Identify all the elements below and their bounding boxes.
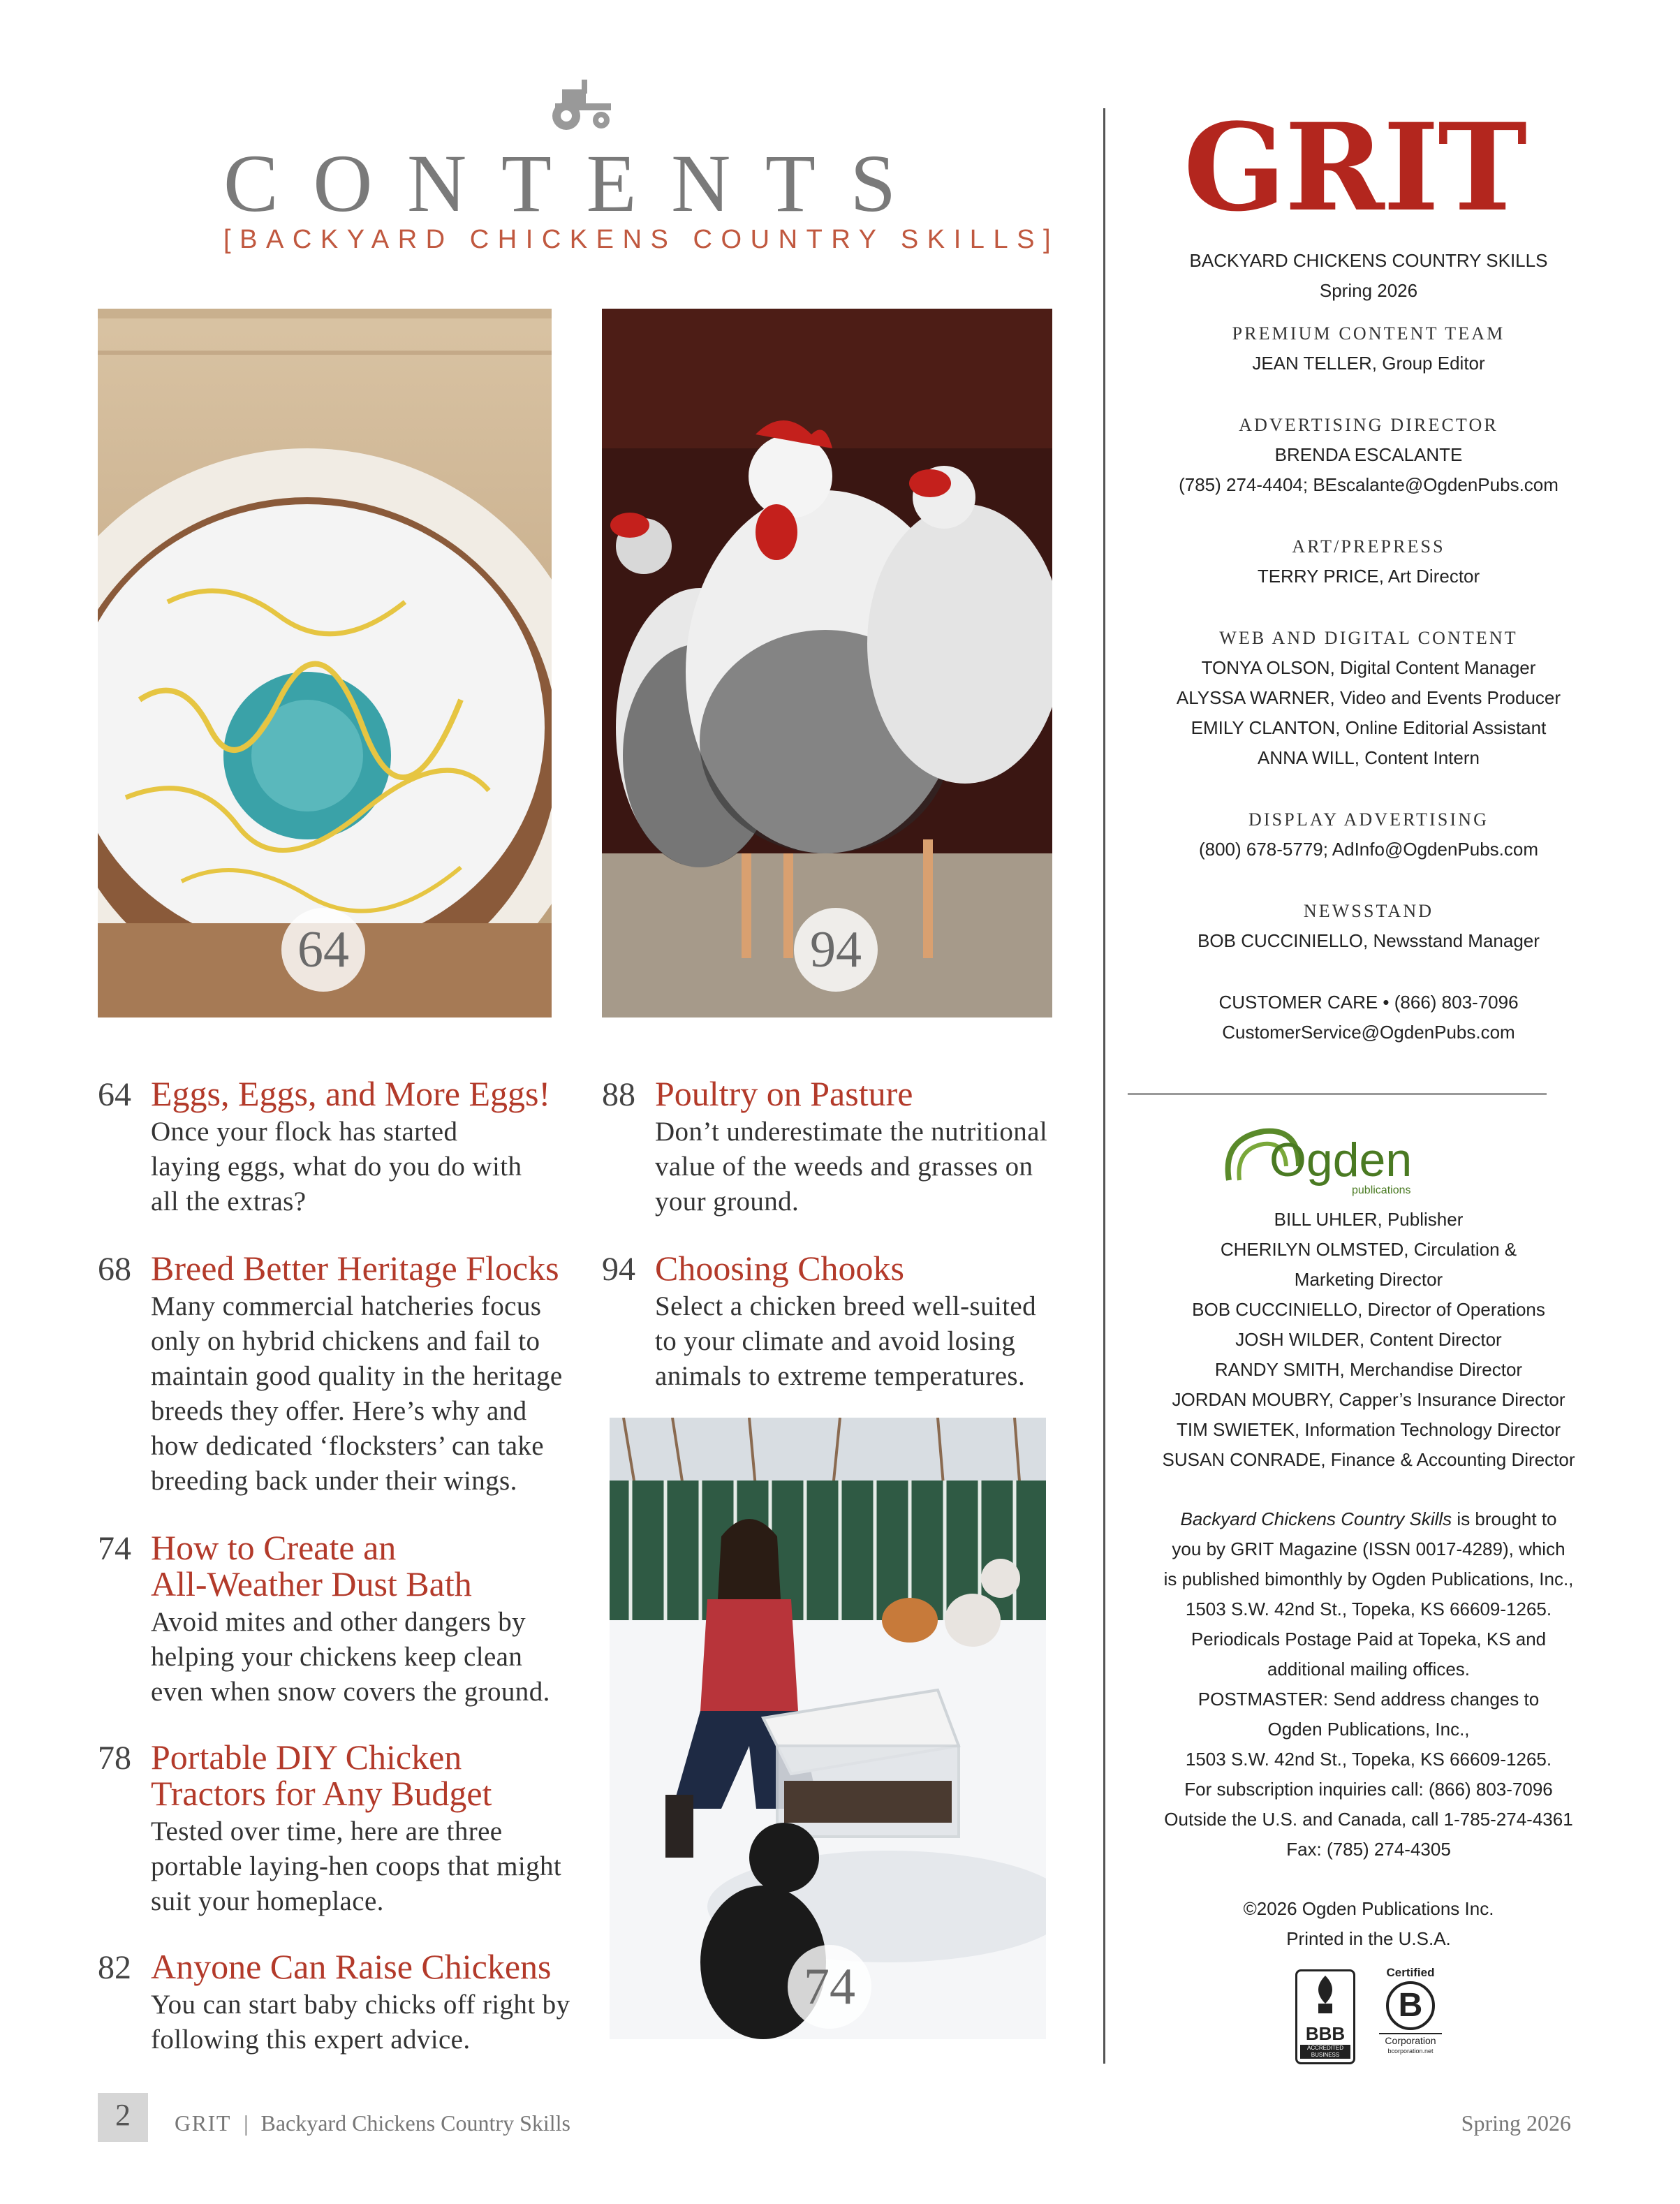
toc-title: Poultry on Pasture bbox=[655, 1074, 913, 1113]
page-subtitle: [BACKYARD CHICKENS COUNTRY SKILLS] bbox=[223, 225, 1060, 254]
bbb-torch-icon bbox=[1297, 1971, 1353, 2020]
printed-in: Printed in the U.S.A. bbox=[1286, 1928, 1451, 1949]
photo-page-badge: 74 bbox=[788, 1945, 871, 2029]
toc-description: You can start baby chicks off right by following this expert advice. bbox=[151, 1990, 570, 2055]
toc-description: Don’t underestimate the nutritional value of the weeds and grasses on your ground. bbox=[655, 1117, 1048, 1217]
photo-roosters bbox=[602, 309, 1052, 1017]
section-divider bbox=[1128, 1093, 1547, 1095]
toc-page-number: 64 bbox=[98, 1076, 131, 1113]
photo-page-badge: 64 bbox=[281, 908, 365, 992]
footer-date: Spring 2026 bbox=[1461, 2110, 1571, 2136]
customer-care: CUSTOMER CARE • (866) 803-7096 bbox=[1218, 992, 1519, 1013]
photo-cake bbox=[98, 309, 552, 1017]
tractor-icon bbox=[548, 77, 618, 133]
grit-logo: GRIT bbox=[1183, 96, 1526, 238]
photo-page-badge: 94 bbox=[794, 908, 878, 992]
toc-page-number: 68 bbox=[98, 1251, 131, 1288]
bcorp-badge: Certified B Corporation bcorporation.net bbox=[1379, 1966, 1442, 2064]
toc-title: Anyone Can Raise Chickens bbox=[151, 1947, 552, 1986]
bcorp-b-icon: B bbox=[1398, 1987, 1423, 2024]
ogden-staff: BILL UHLER, Publisher CHERILYN OLMSTED, Circulation & Marketing Director BOB CUCCINIELLO, Director of Operations JOSH WILDER, Content Director RANDY SMITH, Merchandise Director JORDAN MOUBRY, Capper’s Insurance Director TIM SWIETEK, Information Technology Director SUSAN CONRADE, Finance & Accounting Director Backyard Chickens Country Skills is brought to you by GRIT Magazine (ISSN 0017-4289), which is published bimonthly by Ogden Publications, Inc., 1503 S.W. 42nd St., Topeka, KS 66609-1265. Periodicals Postage Paid at Topeka, KS and additional mailing offices. POSTMASTER: Send address changes to Ogden Publications, Inc., 1503 S.W. 42nd St., Topeka, KS 66609-1265. For subscription inquiries call: (866) 803-7096 Outside the U.S. and Canada, call 1-785-274-4361 Fax: (785) 274-4305 ©2026 Ogden Publications Inc. Printed in the U.S.A. bbox=[1117, 1205, 1620, 1954]
copyright: ©2026 Ogden Publications Inc. bbox=[1243, 1898, 1494, 1919]
bbb-badge: BBB ACCREDITED BUSINESS bbox=[1295, 1969, 1355, 2064]
section-heading: NEWSSTAND bbox=[1303, 901, 1434, 921]
pub-info: Backyard Chickens Country Skills is brought to you by GRIT Magazine (ISSN 0017-4289), which is published bimonthly by Ogden Publications, Inc., 1503 S.W. 42nd St., Topeka, KS 66609-1265. Periodicals Postage Paid at Topeka, KS and additional mailing offices. POSTMASTER: Send address changes to Ogden Publications, Inc., 1503 S.W. 42nd St., Topeka, KS 66609-1265. For subscription inquiries call: (866) 803-7096 Outside the U.S. and Canada, call 1-785-274-4361 Fax: (785) 274-4305 bbox=[1163, 1508, 1574, 1860]
toc-page-number: 74 bbox=[98, 1530, 131, 1567]
toc-page-number: 78 bbox=[98, 1740, 131, 1777]
toc-title: How to Create an All-Weather Dust Bath bbox=[151, 1528, 472, 1603]
section-heading: ADVERTISING DIRECTOR bbox=[1239, 415, 1498, 435]
section-heading: DISPLAY ADVERTISING bbox=[1248, 809, 1489, 830]
page-title: CONTENTS bbox=[223, 138, 931, 229]
section-heading: WEB AND DIGITAL CONTENT bbox=[1219, 628, 1518, 648]
toc-description: Avoid mites and other dangers by helping your chickens keep clean even when snow covers the ground. bbox=[151, 1607, 550, 1707]
toc-title: Choosing Chooks bbox=[655, 1249, 905, 1288]
footer-page-number: 2 bbox=[115, 2098, 131, 2132]
toc-page-number: 94 bbox=[602, 1251, 635, 1288]
toc-title: Breed Better Heritage Flocks bbox=[151, 1249, 559, 1288]
toc-description: Many commercial hatcheries focus only on hybrid chickens and fail to maintain good quality in the heritage breeds they offer. Here’s why and how dedicated ‘flocksters’ can take breeding back under their wings. bbox=[151, 1291, 563, 1496]
footer-issue: GRIT | Backyard Chickens Country Skills bbox=[175, 2110, 570, 2136]
toc-title: Eggs, Eggs, and More Eggs! bbox=[151, 1074, 551, 1113]
ogden-logo: Ogden publications bbox=[1215, 1124, 1424, 1201]
section-heading: ART/PREPRESS bbox=[1292, 536, 1445, 557]
toc-page-number: 82 bbox=[98, 1949, 131, 1986]
masthead: BACKYARD CHICKENS COUNTRY SKILLS Spring 2026 PREMIUM CONTENT TEAM JEAN TELLER, Group Editor ADVERTISING DIRECTOR BRENDA ESCALANTE (785) 274-4404; BEscalante@OgdenPubs.com ART/PREPRESS TERRY PRICE, Art Director WEB AND DIGITAL CONTENT TONYA OLSON, Digital Content Manager ALYSSA WARNER, Video and Events Producer EMILY CLANTON, Online Editorial Assistant ANNA WILL, Content Intern DISPLAY ADVERTISING (800) 678-5779; AdInfo@OgdenPubs.com NEWSSTAND BOB CUCCINIELLO, Newsstand Manager CUSTOMER CARE • (866) 803-7096 CustomerService@OgdenPubs.com bbox=[1117, 246, 1620, 1048]
toc-description: Tested over time, here are three portable laying-hen coops that might suit your homeplace. bbox=[151, 1816, 562, 1916]
section-heading: PREMIUM CONTENT TEAM bbox=[1232, 323, 1505, 344]
toc-page-number: 88 bbox=[602, 1076, 635, 1113]
pub-date: Spring 2026 bbox=[1319, 280, 1418, 301]
customer-care-email: CustomerService@OgdenPubs.com bbox=[1222, 1022, 1515, 1043]
toc-description: Select a chicken breed well-suited to your climate and avoid losing animals to extreme temperatures. bbox=[655, 1291, 1037, 1391]
pub-title: BACKYARD CHICKENS COUNTRY SKILLS bbox=[1189, 250, 1548, 271]
toc-title: Portable DIY Chicken Tractors for Any Budget bbox=[151, 1738, 492, 1813]
column-divider bbox=[1103, 108, 1105, 2064]
photo-dust-bath bbox=[610, 1418, 1046, 2039]
toc-description: Once your flock has started laying eggs, what do you do with all the extras? bbox=[151, 1117, 522, 1217]
